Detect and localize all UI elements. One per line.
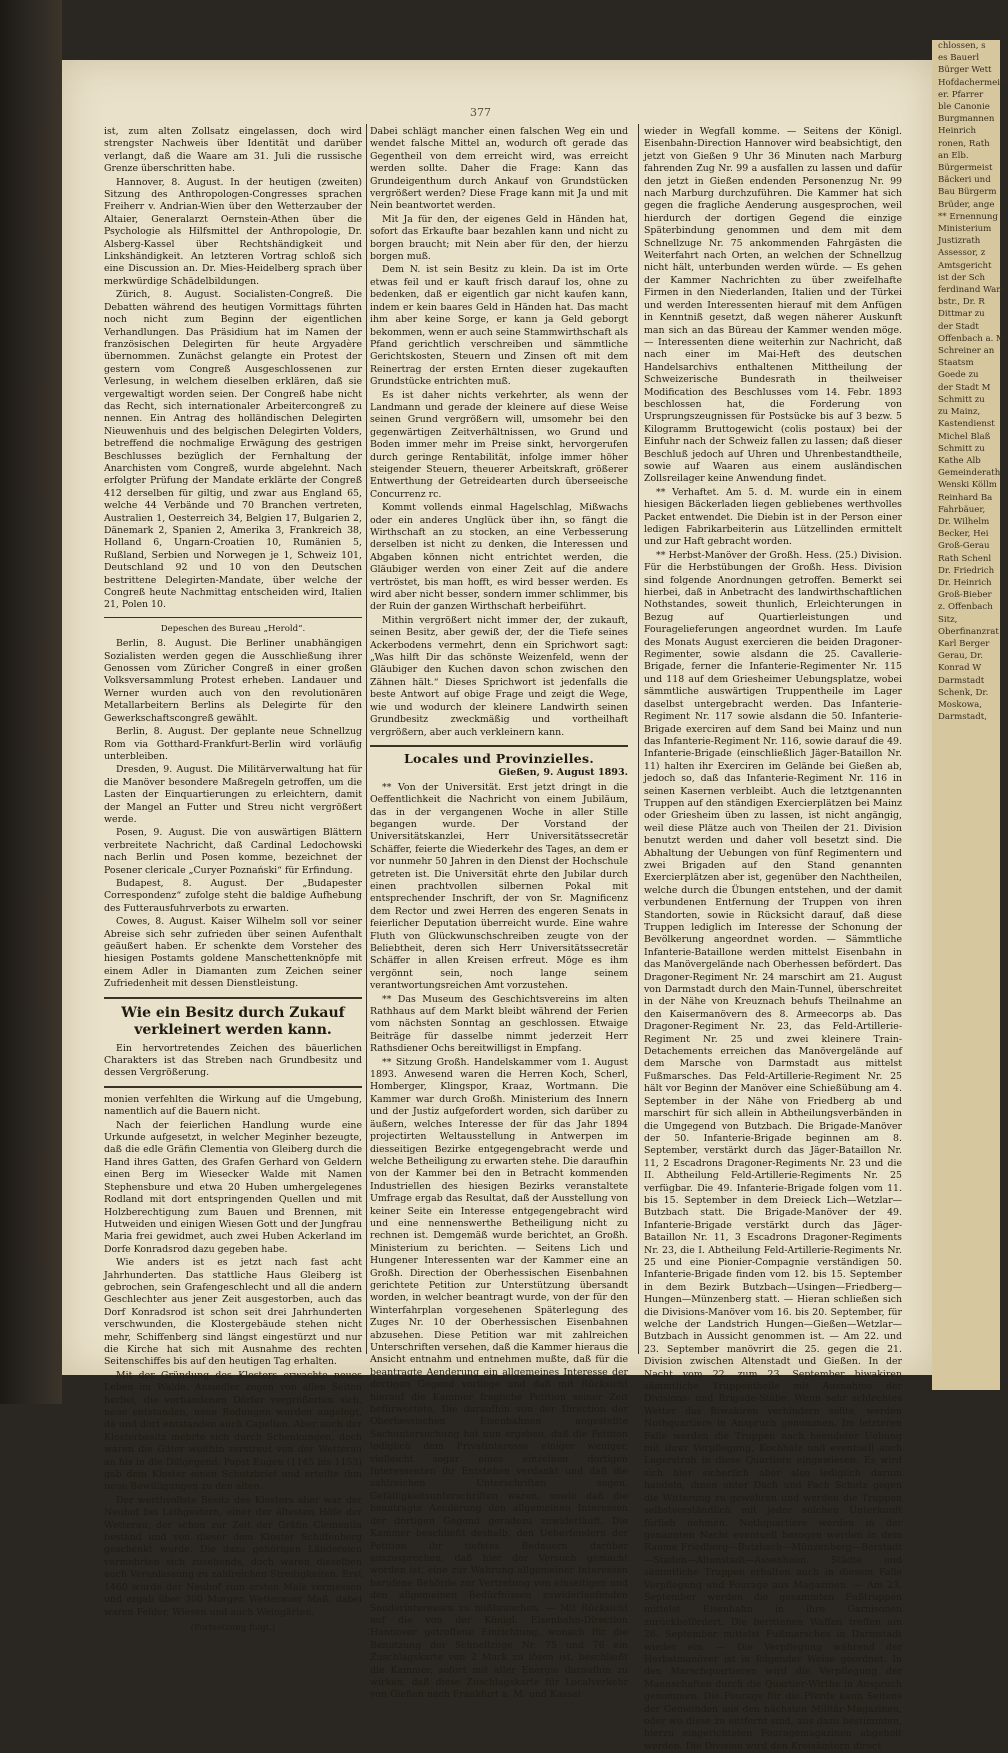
divider: [104, 1086, 362, 1088]
edge-text-line: z. Offenbach: [938, 602, 993, 613]
article-text: Mithin vergrößert nicht immer der, der zukauft, seinen Besitz, aber gewiß der, der die Tiefe seines Ackerbodens vermehrt, denn ein Sprichwort sagt: „Was hilft Dir das schönste Weizenfeld, wenn der Gläubiger den Kuchen davon schon zwischen den Zähnen hält.“ Dieses Sprichwort ist jedenfalls die beste Antwort auf obige Frage und zeigt die Wege, wie und wodurch der kleinere Landwirth seinen Grundbesitz zweckmäßig und vortheilhaft vergrößern, aber auch verkleinern kann.: [370, 614, 628, 738]
edge-text-line: Schreiner an: [938, 346, 995, 357]
edge-text-line: der Stadt: [938, 321, 979, 332]
edge-text-line: es Bauerl: [938, 53, 980, 64]
story-text: Nach der feierlichen Handlung wurde eine Urkunde aufgesetzt, in welcher Meginher bezeugte, daß die edle Gräfin Clementia von Gleiberg durch die Hand ihres Gatten, des Grafen Gerhard von Geldern einen Berg im Wiesecker Walde mit Namen Stephensbure und etwa 20 Huben umhergelegenes Rodland mit dort entspringenden Quellen und mit Holzberechtigung zum Bauen und Brennen, mit Hutweiden und einigen Wiesen Gott und der Jungfrau Maria frei gewidmet, auch zwei Huben Ackerland im Dorfe Konradsrod dazu gegeben habe.: [104, 1119, 362, 1255]
edge-text-line: Dr. Wilhelm: [938, 516, 990, 527]
edge-text-line: Justizrath: [938, 236, 981, 247]
divider: [370, 745, 628, 747]
edge-text-line: Burgmannen: [938, 114, 995, 125]
edge-text-line: Fahrbäuer,: [938, 504, 986, 515]
edge-text-line: Konrad W: [938, 663, 982, 674]
article-text: Dabei schlägt mancher einen falschen Weg ein und wendet falsche Mittel an, wodurch oft gerade das Gegentheil von dem erreicht wird, was erreicht werden sollte. Daher die Frage: Kann das Grundeigenthum durch Ankauf von Grundstücken vergrößert werden? Diese Frage kann mit Ja und mit Nein beantwortet werden.: [370, 126, 628, 212]
news-berlin-2: Berlin, 8. August. Der geplante neue Schnellzug Rom via Gotthard-Frankfurt-Berlin wird vorläufig unterbleiben.: [104, 726, 362, 762]
edge-text-line: zu Mainz,: [938, 407, 981, 418]
news-budapest: Budapest, 8. August. Der „Budapester Correspondenz“ zufolge steht die baldige Aufhebung des Futterausfuhrverbots zu erwarten.: [104, 877, 362, 914]
edge-text-line: Karl Berger: [938, 638, 990, 649]
news-handelskammer: ** Sitzung Großh. Handelskammer vom 1. August 1893. Anwesend waren die Herren Koch, Scherl, Homberger, Klingspor, Kraaz, Wortmann. Die Kammer war durch Großh. Ministerium des Innern und der Justiz aufgefordert worden, sich darüber zu äußern, welches Interesse der für das Jahr 1894 projectirten Weltausstellung in Antwerpen im diesseitigen Bezirke entgegengebracht werde und welche Betheiligung zu erwarten stehe. Die daraufhin von der Kammer bei den in Betracht kommenden Industriellen des hiesigen Bezirks veranstaltete Umfrage ergab das Resultat, daß der Ausstellung von keiner Seite ein Interesse entgegengebracht wird und eine nennenswerthe Betheiligung nicht zu rechnen ist. Demgemäß wurde berichtet, an Großh. Ministerium zu berichten. — Seitens Lich und Hungener Interessenten war der Kammer eine an Großh. Direction der Oberhessischen Eisenbahnen gerichtete Petition zur Unterstützung übersandt worden, in welcher beantragt wurde, von der für den Winterfahrplan vorgesehenen Späterlegung des Zuges Nr. 10 der Oberhessischen Eisenbahnen abzusehen. Diese Petition war mit zahlreichen Unterschriften versehen, daß die Kammer hieraus die Ansicht entnahm und entnehmen mußte, daß für die beantragte Aenderung ein allgemeines Interesse der dortigen Gegend vorliege und daß mit Rücksicht hierauf die Kammer fragliche Petition seiner Zeit befürwortete. Die daraufhin von der Direction der Oberhessischen Eisenbahnen angestellte Sachuntersuchung hat nun ergeben, daß die Petition lediglich dem Privatinteresse einiger weniger, vielleicht sogar eines einzelnen dortigen Interessenten ihr Entstehen verdankt und daß die zahlreichen Unterschriften sogen. Gefälligkeitsunterschriften waren, sowie daß die beantragte Aenderung den allgemeinen Interessen der dortigen Gegend geradezu zuwiderläuft. Die Kammer beschließt deshalb, den Ueberfendern der Petition ihr tiefstes Bedauern darüber auszusprechen, daß hier der Versuch gemacht worden ist, eine zur Wahrung allgemeiner Interessen berufene Behörde zur Vertretung von einseitigen und den allgemeinen Bedürfnissen zuwiderlaufenden Sonderinteressen zu mißbrauchen. — Mit Rücksicht auf die von der Königl. Eisenbahn-Direction Hannover getroffene Einrichtung, wonach für die Benutzung der Schnellzüge Nr. 75 und 76 ein Zuschlagskarte von 2 Mark zu lösen ist, beschließt die Kammer, sofort mit aller Energie daraufhin zu wirken, daß diese Zuschlagskarte für Localverkehr von Gießen nach Frankfurt a. M. und Kassel: [370, 1056, 628, 1701]
article-intro-text: ist, zum alten Zollsatz eingelassen, doch wird strengster Nachweis über Identität und darüber verlangt, daß die Waare am 31. Juli die russische Grenze überschritten habe.: [104, 126, 362, 175]
column-rule-1: [366, 124, 367, 1354]
edge-text-line: Darmstadt: [938, 675, 985, 686]
book-binding: [0, 0, 62, 1404]
edge-text-line: Reinhard Ba: [938, 492, 993, 503]
edge-text-line: Kathe Alb: [938, 455, 981, 466]
edge-text-line: Ministerium: [938, 224, 992, 235]
edge-text-line: Amtsgericht: [938, 260, 992, 271]
newspaper-page: [62, 60, 932, 1752]
divider: [104, 997, 362, 999]
column-2: [370, 126, 628, 1701]
story-text: monien verfehlten die Wirkung auf die Umgebung, namentlich auf die Bauern nicht.: [104, 1093, 362, 1118]
edge-text-line: ferdinand Wam: [938, 285, 1005, 296]
edge-text-line: ronen, Rath: [938, 138, 990, 149]
news-handelskammer-cont: wieder in Wegfall komme. — Seitens der Königl. Eisenbahn-Direction Hannover wird beabsichtigt, den jetzt von Gießen 9 Uhr 36 Minuten nach Marburg fahrenden Zug Nr. 99 a ausfallen zu lassen und dafür den jetzt in Gießen endenden Personenzug Nr. 99 nach Marburg durchzuführen. Die Kammer hat sich gegen die fragliche Aenderung ausgesprochen, weil hierdurch der dortigen Gegend die einzige Späterbindung genommen und dem mit dem Schnellzuge Nr. 75 ankommenden Fahrgästen die Weiterfahrt nach Orten, an welchen der Schnellzug nicht hält, unterbunden werden würde. — Es gehen der Kammer Nachrichten zu über zweifelhafte Firmen in den Niederlanden, Italien und der Türkei und werden Interessenten hierauf mit dem Anfügen in Kenntniß gesetzt, daß wegen näherer Auskunft man sich an das Büreau der Kammer wenden möge. — Interessenten diene weiterhin zur Nachricht, daß nach einer im Mai-Heft des deutschen Handelsarchivs enthaltenen Mittheilung der Schweizerische Bundesrath in theilweiser Modification des Beschlusses vom 14. Febr. 1893 beschlossen hat, die Forderung von Ursprungszeugnissen für Postsücke bis auf 3 bezw. 5 Kilogramm Bruttogewicht (colis postaux) bei der Einfuhr nach der Schweiz fallen zu lassen; daß dieser Beschluß jedoch auf Uhren und Uhrenbestandtheile, sowie auf Waaren aus einem ausländischen Zollsreilager keine Anwendung findet.: [644, 126, 902, 485]
news-verhaftet: ** Verhaftet. Am 5. d. M. wurde ein in einem hiesigen Bäckerladen liegen gebliebenes werthvolles Packet entwendet. Die Diebin ist in der Person einer ledigen Fabrikarbeiterin aus Lützellinden ermittelt und zur Haft gebracht worden.: [644, 486, 902, 548]
edge-text-line: Schmitt zu: [938, 443, 985, 454]
continuation-note: (Fortsetzung folgt.): [190, 1622, 276, 1633]
edge-text-line: Dr. Heinrich: [938, 577, 992, 588]
edge-text-line: Bau Bürgerm: [938, 187, 997, 198]
news-cowes: Cowes, 8. August. Kaiser Wilhelm soll vor seiner Abreise sich sehr zufrieden über seinen Aufenthalt geäußert haben. Er schenkte dem Vorsteher des hiesigen Postamts goldene Manschettenknöpfe mit einem Adler in Diamanten zum Zeichen seiner Zufriedenheit mit dessen Dienstleistung.: [104, 916, 362, 990]
news-zuerich: Zürich, 8. August. Socialisten-Congreß. Die Debatten während des heutigen Vormittags führten noch nicht zum Beginn der eigentlichen Verhandlungen. Das Präsidium hat im Namen der französischen Delegirten für heute Argyadère übernommen. Zunächst gelangte ein Protest der gestern vom Congreß Ausgeschlossenen zur Verlesung, in welchem dieselben erklären, daß sie vergewaltigt worden seien. Der Congreß habe nicht das Recht, sich internationaler Arbeitercongreß zu nennen. Ein Antrag des holländischen Delegirten Nieuwenhuis und des belgischen Delegirten Volders, betreffend die nochmalige Erwägung des gestrigen Beschlusses bezüglich der Fernhaltung der Anarchisten vom Congreß, wurde abgelehnt. Nach erfolgter Prüfung der Mandate erklärte der Congreß 412 derselben für giltig, und zwar aus England 65, welche 44 Verbände und 70 Branchen vertreten, Australien 1, Oesterreich 34, Belgien 17, Bulgarien 2, Dänemark 2, Spanien 2, Amerika 3, Frankreich 38, Holland 6, Ungarn-Croatien 10, Rumänien 5, Rußland, Serbien und Norwegen je 1, Schweiz 101, Deutschland 92 und 10 von den Deutschen bestrittene Delegirten-Mandate, über welche der Congreß heute Nachmittag entscheiden wird, Italien 21, Polen 10.: [104, 289, 362, 611]
edge-text-line: Brüder, ange: [938, 199, 995, 210]
edge-text-line: ble Canonie: [938, 102, 990, 113]
edge-text-line: Groß-Gerau: [938, 541, 990, 552]
column-3: [644, 126, 902, 1752]
dateline: Gießen, 9. August 1893.: [498, 767, 628, 779]
news-hannover: Hannover, 8. August. In der heutigen (zweiten) Sitzung des Anthropologen-Congresses sprachen Freiherr v. Andrian-Wien über den Wetterzauber der Altaier, Generalarzt Oernstein-Athen über die Psychologie als Hilfsmittel der Anthropologie, Dr. Alsberg-Kassel über Rechtshändigkeit und Linkshändigkeit. An letzteren Vortrag schloß sich eine Discussion an. Dr. Mies-Heidelberg sprach über merkwürdige Schädelbildungen.: [104, 176, 362, 287]
edge-text-line: Schmitt zu: [938, 394, 985, 405]
article-lead: Ein hervortretendes Zeichen des bäuerlichen Charakters ist das Streben nach Grundbesitz und dessen Vergrößerung.: [104, 1042, 362, 1079]
edge-text-line: der Stadt M: [938, 382, 991, 393]
edge-text-line: Offenbach a. M: [938, 333, 1005, 344]
edge-text-line: Darmstadt,: [938, 712, 987, 723]
article-text: Es ist daher nichts verkehrter, als wenn der Landmann und gerade der kleinere auf diese Weise seinen Grund vergrößern will, umsomehr bei den gegenwärtigen Zeitverhältnissen, wo Grund und Boden immer mehr im Preise sinkt, hervorgerufen durch geringe Rentabilität, infolge immer höher steigender Steuern, theuerer Arbeitskraft, größerer Entwerthung der Getreidearten durch überseeische Concurrenz rc.: [370, 389, 628, 500]
article-text: Mit Ja für den, der eigenes Geld in Händen hat, sofort das Erkaufte baar bezahlen kann und nicht zu borgen braucht; mit Nein aber für den, der hierzu borgen muß.: [370, 213, 628, 263]
edge-text-line: er. Pfarrer: [938, 89, 984, 100]
news-berlin-1: Berlin, 8. August. Die Berliner unabhängigen Sozialisten werden gegen die Ausschließung ihrer Genossen vom Züricher Congreß in einer großen Volksversammlung Protest erheben. Landauer und Werner wurden auch von den revolutionären Metallarbeitern Berlins als Delegirte für den Gewerkschaftscongreß gewählt.: [104, 638, 362, 724]
edge-text-line: Rath Schenl: [938, 553, 992, 564]
edge-text-line: Bürger Wett: [938, 65, 992, 76]
edge-text-line: bstr., Dr. R: [938, 297, 985, 308]
edge-text-line: chlossen, s: [938, 41, 986, 51]
edge-text-line: Dr. Friedrich: [938, 565, 995, 576]
edge-text-line: Sitz,: [938, 614, 958, 625]
article-text: Kommt vollends einmal Hagelschlag, Mißwachs oder ein anderes Unglück über ihn, so fängt die Wirthschaft an zu stocken, an eine Verbesserung derselben ist nicht zu denken, die Interessen und Abgaben können nicht entrichtet werden, die Gläubiger werden von einer Zeit auf die andere vertröstet, bis man hofft, es wird besser werden. Es wird aber nicht besser, sondern immer schlimmer, bis der Ruin der ganzen Wirthschaft herbeiführt.: [370, 502, 628, 613]
next-page-edge: [932, 40, 1008, 1390]
story-text: Mit der Gründung des Klosters erwachte neues Leben im Walde. Ansiedler zogen von allen Seiten herbei, die vorhandenen Dörfer vergrößerten sich, neue entstanden, neue Rodungen wurden angelegt, da und dort entstanden auch Capellen. Aber auch der Klosterbesitz mehrte sich durch Schenkungen, doch waren die Güter weithin zerstreut von der Wetterau an bis in die Dillgegend. Papst Eugen (1145 bis 1153) gab dem Kloster einen Schutzbrief und erteilte ihm neue Bewilligungen zu den alten.: [104, 1369, 362, 1493]
news-universitaet: ** Von der Universität. Erst jetzt dringt in die Oeffentlichkeit die Nachricht von einem Jubiläum, das in der vergangenen Woche in aller Stille begangen wurde. Der Vorstand der Universitätskanzlei, Herr Universitätssecretär Schäffer, feierte die Wiederkehr des Tages, an dem er vor nunmehr 50 Jahren in den Dienst der Hochschule getreten ist. Die Universität ehrte den Jubilar durch einen prachtvollen silbernen Pokal mit entsprechender Inschrift, der von Sr. Magnificenz dem Rector und zwei Herren des engeren Senats in feierlicher Deputation überreicht wurde. Eine wahre Fluth von Glückwunschschreiben zeugte von der Beliebtheit, deren sich Herr Universitätssecretär Schäffer in allen Kreisen erfreut. Möge es ihm vergönnt sein, noch lange seinem verantwortungsreichen Amt vorzustehen.: [370, 781, 628, 992]
edge-text-line: Kastendienst: [938, 419, 995, 430]
edge-text-line: Michel Blaß: [938, 431, 991, 442]
column-rule-2: [638, 124, 639, 1354]
edge-text-line: Wenski Köllm: [938, 480, 997, 491]
edge-text-line: Hofdachermeist: [938, 77, 1008, 88]
edge-text-line: ** Ernennung: [938, 211, 998, 222]
column-1: [104, 126, 362, 1633]
news-posen: Posen, 9. August. Die von auswärtigen Blättern verbreitete Nachricht, daß Cardinal Ledochowski nach Berlin und Posen komme, bezeichnet der Posener clericale „Curyer Poznański“ für Erfindung.: [104, 827, 362, 876]
section-title-locales: Locales und Provinzielles.: [403, 750, 595, 766]
story-text: Wie anders ist es jetzt nach fast acht Jahrhunderten. Das stattliche Haus Gleiberg ist gebrochen, sein Grafengeschlecht und all die andern Geschlechter aus jener Zeit ausgestorben, auch das Dorf Konradsrod ist schon seit drei Jahrhunderten verschwunden, die Klostergebäude stehen nicht mehr, Schiffenberg sind längst eingestürzt und nur die Kirche hat sich mit Ausnahme des rechten Seitenschiffes bis auf den heutigen Tag erhalten.: [104, 1257, 362, 1368]
divider: [104, 617, 362, 618]
page-number: 377: [470, 106, 491, 119]
edge-text-line: Gerau, Dr.: [938, 651, 983, 662]
edge-text-line: an Elb.: [938, 150, 969, 161]
edge-text-line: Bäckeri und: [938, 175, 991, 186]
edge-text-line: Goede zu: [938, 370, 979, 381]
edge-text-line: Heinrich: [938, 126, 977, 137]
news-herbstmanoever: ** Herbst-Manöver der Großh. Hess. (25.) Division. Für die Herbstübungen der Großh. Hess. Division sind folgende Anordnungen getroffen. Bemerkt sei hierbei, daß in Anbetracht des landwirthschaftlichen Nothstandes, soweit thunlich, Erleichterungen in Bezug auf Quartierleistungen und Fouragelieferungen angeordnet wurden. Im Laufe des Monats August exercieren die beiden Dragoner-Regimenter, sowie alsdann die 25. Cavallerie-Brigade, ferner die Infanterie-Regimenter Nr. 115 und 118 auf dem Griesheimer Uebungsplatze, wobei sämmtliche auswärtigen Truppentheile im Lager daselbst untergebracht werden. Das Infanterie-Regiment Nr. 117 sowie alsdann die 50. Infanterie-Brigade exerciren auf dem Sand bei Mainz und nun das Infanterie-Regiment Nr. 116, sowie darauf die 49. Infanterie-Brigade (einschließlich Jäger-Bataillon Nr. 11) halten ihr Exerciren im Gelände bei Gießen ab, jedoch so, daß das Infanterie-Regiment Nr. 116 in seinen Kasernen verbleibt. Auch die letztgenannten Truppen auf den ständigen Exercierplätzen bei Mainz oder Griesheim üben zu lassen, ist nicht angängig, weil diese Plätze auch von Theilen der 21. Division benutzt werden und daher voll besetzt sind. Die Abhaltung der Uebungen von fünf Regimentern und zwei Brigaden auf den Stand genannten Exercierplätzen aber ist, gegenüber den Nachtheilen, welche durch die Übungen entstehen, und der damit verbundenen Entfernung der Truppen von ihren Standorten, sowie in Rücksicht darauf, daß diese Truppen lediglich im Interesse der Schonung der Bevölkerung angeordnet worden. — Sämmtliche Infanterie-Bataillone werden mittelst Eisenbahn in das Manövergelände nach Oberhessen befördert. Das Dragoner-Regiment Nr. 24 marschirt am 21. August von Darmstadt durch den Main-Tunnel, überschreitet in der Nähe von Kreuznach behufs Theilnahme an den Kaisermanövern des 8. Armeecorps ab. Das Dragoner-Regiment Nr. 23, das Feld-Artillerie-Regiment Nr. 25 und zwei kleinere Train-Detachements erreichen das Manövergelände auf dem Marsche von Darmstadt aus mittelst Fußmarsches. Das Feld-Artillerie-Regiment Nr. 25 hält vor Beginn der Manöver eine Schießübung am 4. September in der Nähe von Friedberg ab und marschirt für sich allein in Abtheilungsverbänden in die Umgegend von Butzbach. Die Brigade-Manöver der 50. Infanterie-Brigade beginnen am 8. September, verstärkt durch das Jäger-Bataillon Nr. 11, 2 Escadrons Dragoner-Regiments Nr. 23 und die II. Abtheilung Feld-Artillerie-Regiments Nr. 25 verfügbar. Die 49. Infanterie-Brigade folgen vom 11. bis 15. September in dem Dreieck Lich—Wetzlar—Butzbach statt. Die Brigade-Manöver der 49. Infanterie-Brigade verstärkt durch das Jäger-Bataillon Nr. 11, 3 Escadrons Dragoner-Regiments Nr. 23, die I. Abtheilung Feld-Artillerie-Regiments Nr. 25 und eine Pionier-Compagnie verständigen 50. Infanterie-Brigade finden vom 12. bis 15. September in dem Bezirk Butzbach—Usingen—Friedberg—Hungen—Münzenberg statt. — Hieran schließen sich die Divisions-Manöver vom 16. bis 20. September, für welche der Landstrich Hungen—Gießen—Wetzlar—Butzbach in Aussicht genommen ist. — Am 22. und 23. September manövrirt die 25. gegen die 21. Division zwischen Altenstadt und Gießen. In der Nacht vom 22. zum 23. September biwakiren sämmtliche Truppentheile mit Ausnahme der Divisions- und Brigade-Stäbe. Wenn sehr schlechtes Wetter das Biwakiren verhindern sollte, werden Nothquartiere in Anspruch genommen. Im letzteren Falle werden die Truppen nach beendeter Uebung mit ihrer Verpflegung, Kochholz und eventuell auch Lagerstroh in diese Quartiere eingewiesen. Es wird sich hier sicherlich aber also lediglich darum handeln, ihnen unter Dach und Fach Schutz gegen die Witterung zu gewähren und werden die Truppen selbstverständlich mit jeder solchen Unterkunft fürlieb nehmen. Nothquartiere werden in der genannten Nacht eventuell bezogen werden in dem Raume Friedberg—Butzbach—Münzenberg—Berstadt—Staden—Altenstadt—Assenheim. Städte und sämmtliche Truppen erhalten auch in diesem Falle Verpflegung und Fourage aus Magazinen. — Am 23. September werden die gesammten Fußtruppen mittelst Eisenbahn in ihre Garnisonen zurückbefördert. Die berittenen Waffen treffen am 26. September mittelst Fußmarsches in Darmstadt wieder ein. — Die Verpflegung während der Herbstmanöver ist in folgender Weise geordnet. In den Marschquartieren wird die Verpflegung der Mannschaften durch die Quartier-Wirthe in Anspruch genommen. Die Fourage für die Pferde kann Seitens der Gemeinden aus den nächsten Militär-Magazinen, oder wo diese zu entfernt sind, aus dazu bestimmten, hierzu eingerichteten Fouragemagazinen abgeholt werden. Die Division wird den Kreisämtern direct: [644, 549, 902, 1752]
edge-text-line: Assessor, z: [938, 248, 986, 259]
article-text: Dem N. ist sein Besitz zu klein. Da ist im Orte etwas feil und er kauft frisch darauf los, ohne zu bedenken, daß er eigentlich gar nicht kaufen kann, indem er kein baares Geld in Händen hat. Das macht ihm aber keine Sorge, er kann ja Geld geborgt bekommen, wenn er auch seine Stammwirthschaft als Pfand gerichtlich verschreiben und sämmtliche Gerichtskosten, Steuern und Zinsen oft mit dem Reinertrag der ersten Ernten dieser zugekauften Grundstücke entrichten muß.: [370, 264, 628, 388]
news-museum: ** Das Museum des Geschichtsvereins im alten Rathhaus auf dem Markt bleibt während der Ferien vom nächsten Sonntag an geschlossen. Etwaige Beiträge für dasselbe nimmt jederzeit Herr Rathsdiener Ochs bereitwilligst in Empfang.: [370, 993, 628, 1055]
story-text: Der werthvollste Besitz des Klosters aber war der Neuhof bei Leihgestern, einer der ältesten Höfe der Wetterau, der schon zur Zeit der Gräfin Clementia bestand und von dieser dem Kloster Schiffenberg geschenkt wurde. Die dazu gehörigen Ländereien vermehrten sich zusehends, doch waren dieselben auch Veranlassung zu zahlreichen Streitigkeiten. Erst 1460 wurde der Neuhof zum ersten Male vermessen und ergab über 300 Morgen Wetterauer Maß, dabei waren Felder, Wiesen und auch Weingärten.: [104, 1494, 362, 1618]
edge-text-line: Groß-Bieber: [938, 590, 992, 601]
news-dresden: Dresden, 9. August. Die Militärverwaltung hat für die Manöver besondere Maßregeln getroffen, um die Lasten der Einquartierungen zu erleichtern, damit der Mangel an Futter und Streu nicht vergrößert werde.: [104, 764, 362, 825]
edge-text-line: Schenk, Dr.: [938, 687, 989, 698]
edge-text-line: Staatsm: [938, 358, 974, 369]
edge-text-line: Moskowa,: [938, 699, 982, 710]
article-headline: Wie ein Besitz durch Zukauf verkleinert werden kann.: [121, 1004, 345, 1038]
edge-text-line: Becker, Hei: [938, 529, 989, 540]
edge-text-line: Dittmar zu: [938, 309, 985, 320]
edge-text-line: Gemeinderath: [938, 468, 1001, 479]
edge-text-line: Oberfinanzrat: [938, 626, 999, 637]
edge-text-line: ist der Sch: [938, 272, 986, 283]
edge-text-line: Bürgermeist: [938, 163, 993, 174]
herold-heading: Depeschen des Bureau „Herold“.: [160, 623, 306, 634]
